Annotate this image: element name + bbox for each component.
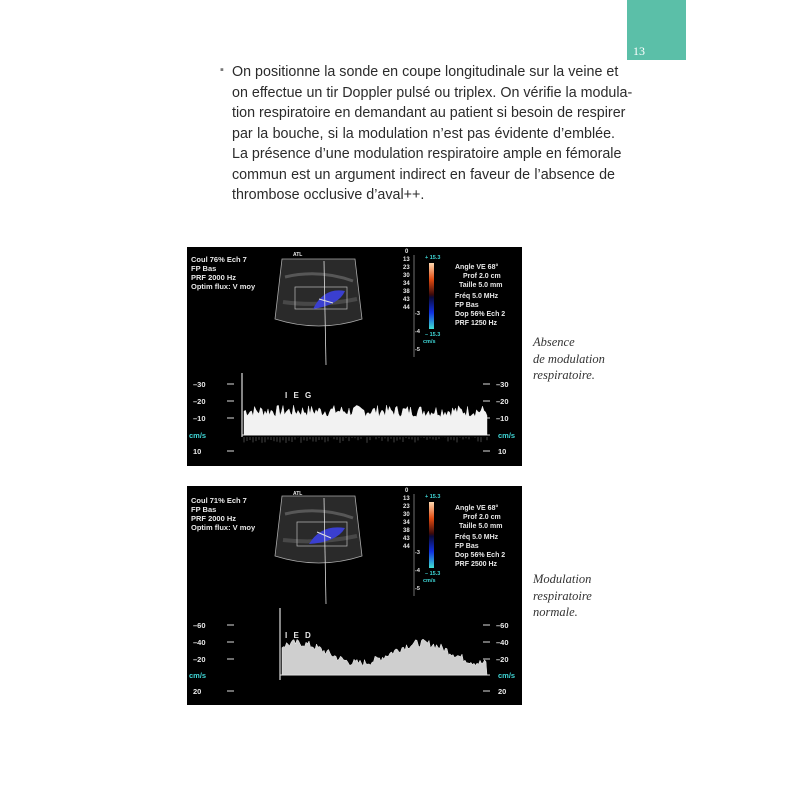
axis-right-tick: –60 (496, 621, 509, 630)
param-line: Fréq 5.0 MHz (455, 293, 499, 300)
settings-line: Coul 76% Ech 7 (191, 255, 247, 264)
param-line: Fréq 5.0 MHz (455, 534, 499, 541)
velocity-color-bar (429, 502, 434, 568)
depth-tick: 13 (403, 496, 410, 502)
ultrasound-image-1 (187, 247, 522, 466)
velocity-top-label: + 15.3 (425, 494, 441, 500)
depth-tick: -3 (415, 550, 420, 556)
param-line: PRF 2500 Hz (455, 561, 498, 568)
settings-line: PRF 2000 Hz (191, 273, 237, 282)
depth-tick: 13 (403, 257, 410, 263)
bullet-marker: ▪ (220, 64, 224, 76)
doppler-spectrum-flat (244, 405, 487, 435)
axis-left-tick: –20 (193, 655, 206, 664)
velocity-bottom-label: – 15.3 (425, 571, 441, 577)
depth-tick: 34 (403, 281, 410, 287)
axis-left-tick: –40 (193, 638, 206, 647)
axis-left-tick: –60 (193, 621, 206, 630)
depth-tick: -4 (415, 568, 420, 574)
depth-tick: 23 (403, 504, 410, 510)
body-line: On positionne la sonde en coupe longitudinale sur la veine et (232, 64, 619, 80)
axis-right-tick: 20 (498, 687, 507, 696)
param-line: Taille 5.0 mm (459, 523, 503, 530)
param-line: PRF 1250 Hz (455, 320, 498, 327)
param-line: Taille 5.0 mm (459, 282, 503, 289)
axis-left-tick: –10 (193, 414, 206, 423)
trace-label: I E D (285, 631, 313, 640)
velocity-top-label: + 15.3 (425, 255, 441, 261)
settings-line: Coul 71% Ech 7 (191, 496, 247, 505)
depth-tick: 30 (403, 512, 410, 518)
axis-right-tick: –40 (496, 638, 509, 647)
axis-right-tick: –30 (496, 380, 509, 389)
doppler-spectrum-modulated (282, 639, 487, 675)
velocity-unit: cm/s (423, 578, 436, 584)
depth-tick: 44 (403, 305, 410, 311)
body-line: tion respiratoire en demandant au patient si besoin de respirer (232, 105, 626, 121)
param-line: Prof 2.0 cm (463, 273, 501, 280)
body-paragraph (232, 62, 633, 206)
depth-tick: 43 (403, 297, 410, 303)
velocity-bottom-label: – 15.3 (425, 332, 441, 338)
depth-tick: 30 (403, 273, 410, 279)
depth-tick: 38 (403, 528, 410, 534)
depth-tick: 38 (403, 289, 410, 295)
depth-tick: 23 (403, 265, 410, 271)
settings-line: Optim flux: V moy (191, 523, 256, 532)
depth-tick: 34 (403, 520, 410, 526)
axis-left-unit: cm/s (189, 671, 207, 680)
probe-label: ATL (293, 491, 303, 497)
velocity-color-bar (429, 263, 434, 329)
caption-line: respiratoire (533, 588, 592, 603)
axis-right-tick: –20 (496, 655, 509, 664)
depth-tick: -3 (415, 311, 420, 317)
axis-left-tick: –20 (193, 397, 206, 406)
caption-line: Absence (533, 335, 575, 349)
depth-tick: 0 (405, 249, 409, 255)
body-line: commun est un argument indirect en faveur de l’absence de (232, 166, 615, 183)
figure-caption-1 (533, 334, 605, 384)
depth-tick: -4 (415, 329, 420, 335)
depth-tick: -5 (415, 347, 420, 353)
page-number: 13 (633, 44, 645, 58)
param-line: Dop 56% Ech 2 (455, 311, 506, 318)
caption-line: normale. (533, 605, 578, 619)
ultrasound-image-2 (187, 486, 522, 705)
depth-tick: 0 (405, 488, 409, 494)
body-line: La présence d’une modulation respiratoire ample en fémorale (232, 146, 622, 162)
depth-tick: 43 (403, 536, 410, 542)
settings-line: FP Bas (191, 505, 217, 514)
axis-left-tick: –30 (193, 380, 206, 389)
axis-right-unit: cm/s (498, 671, 516, 680)
settings-line: FP Bas (191, 264, 217, 273)
axis-left-tick: 10 (193, 447, 202, 456)
axis-left-unit: cm/s (189, 431, 207, 440)
axis-right-unit: cm/s (498, 431, 516, 440)
depth-tick: -5 (415, 586, 420, 592)
axis-right-tick: –10 (496, 414, 509, 423)
caption-line: respiratoire. (533, 368, 595, 382)
settings-line: PRF 2000 Hz (191, 514, 237, 523)
trace-label: I E G (285, 391, 314, 400)
probe-label: ATL (293, 252, 303, 258)
depth-tick: 44 (403, 544, 410, 550)
caption-line: Modulation (533, 572, 592, 586)
axis-left-tick: 20 (193, 687, 202, 696)
figure-caption-2 (533, 571, 592, 621)
body-line: on effectue un tir Doppler pulsé ou triplex. On vérifie la modula- (232, 84, 633, 101)
param-line: Angle VE 68° (455, 264, 499, 271)
axis-right-tick: 10 (498, 447, 507, 456)
param-line: Dop 56% Ech 2 (455, 552, 506, 559)
param-line: Angle VE 68° (455, 505, 499, 512)
velocity-unit: cm/s (423, 339, 436, 345)
doppler-spectrum-noise (244, 437, 487, 443)
axis-right-tick: –20 (496, 397, 509, 406)
caption-line: de modulation (533, 351, 605, 366)
param-line: Prof 2.0 cm (463, 514, 501, 521)
body-line: par la bouche, si la modulation n’est pas évidente d’emblée. (232, 125, 615, 142)
param-line: FP Bas (455, 302, 479, 309)
param-line: FP Bas (455, 543, 479, 550)
settings-line: Optim flux: V moy (191, 282, 256, 291)
body-line: thrombose occlusive d’aval++. (232, 187, 425, 203)
